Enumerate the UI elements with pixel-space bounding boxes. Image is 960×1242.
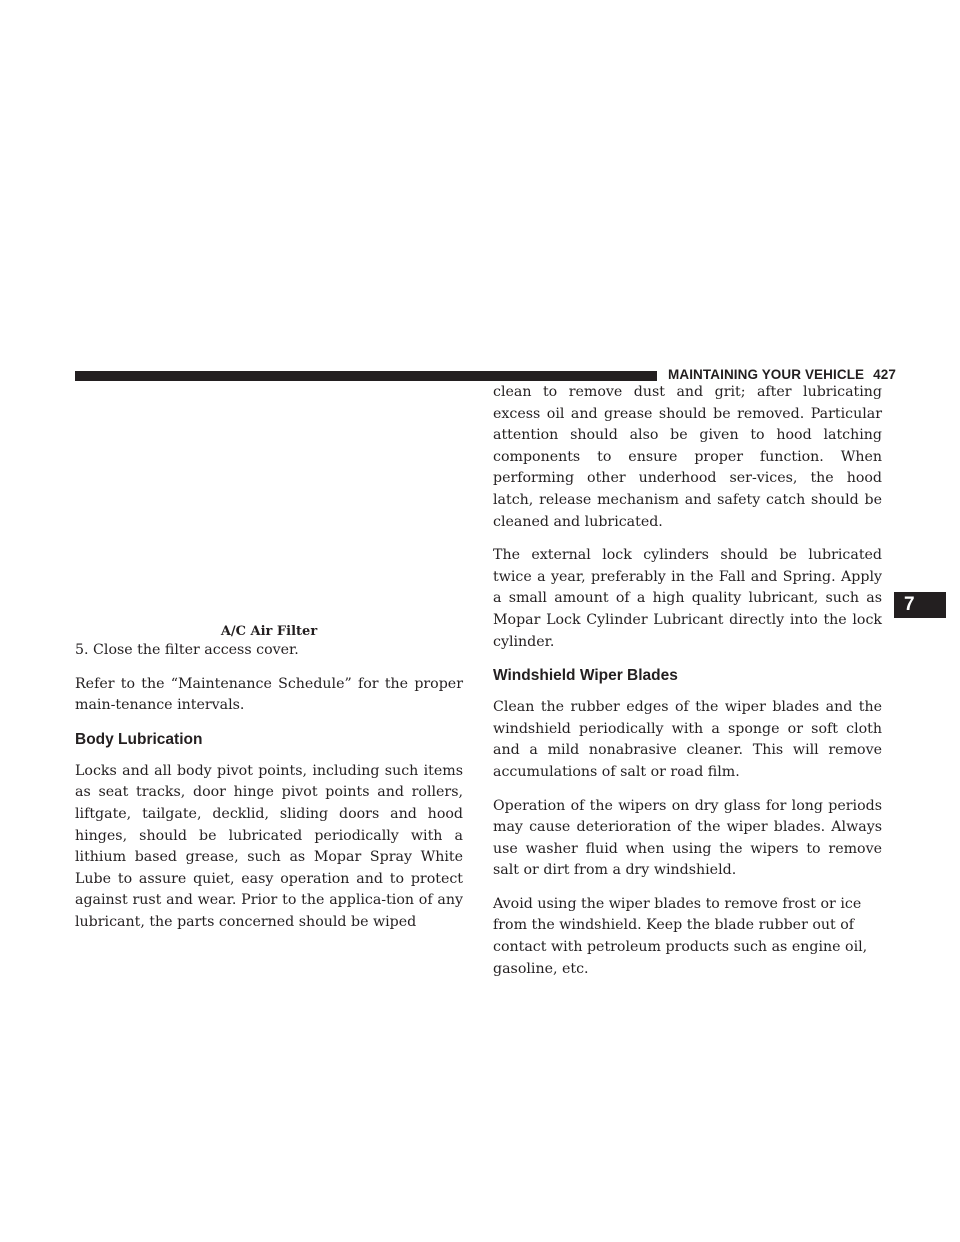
right-column [493, 382, 882, 992]
lock-cylinders-paragraph: The external lock cylinders should be lubricated twice a year, preferably in the Fall and Spring. Apply a small amount of a high quality lubricant, such as Mopar Lock Cylinder Lubricant directly into the lock cylinder. [493, 547, 882, 650]
wiper-paragraph-3: Avoid using the wiper blades to remove frost or ice from the windshield. Keep the blade rubber out of contact with petroleum products such as engine oil, gasoline, etc. [493, 895, 868, 977]
body-lubrication-heading: Body Lubrication [75, 730, 203, 748]
left-column [75, 622, 463, 946]
figure-caption: A/C Air Filter [220, 624, 318, 639]
body-lubrication-paragraph: Locks and all body pivot points, including such items as seat tracks, door hinge pivot points and rollers, liftgate, tailgate, decklid, sliding doors and hood hinges, should be lubricated periodically with a lithium based grease, such as Mopar Spray White Lube to assure quiet, easy operation and to protect against rust and wear. Prior to the applica-tion of any lubricant, the parts concerned should be wiped [75, 762, 463, 930]
step-5: 5. Close the filter access cover. [75, 642, 299, 658]
continued-paragraph: clean to remove dust and grit; after lubricating excess oil and grease should be removed. Particular attention should also be given to hood latching components to ensure proper function. When performing other underhood ser-vices, the hood latch, release mechanism and safety catch should be cleaned and lubricated. [493, 384, 882, 530]
refer-paragraph: Refer to the “Maintenance Schedule” for the proper main-tenance intervals. [75, 675, 463, 714]
wiper-paragraph-1: Clean the rubber edges of the wiper blades and the windshield periodically with a sponge or soft cloth and a mild nonabrasive cleaner. This will remove accumulations of salt or road film. [493, 699, 882, 780]
wiper-blades-heading: Windshield Wiper Blades [493, 667, 678, 685]
chapter-tab: 7 [894, 592, 946, 618]
running-header [668, 367, 896, 382]
wiper-paragraph-2: Operation of the wipers on dry glass for long periods may cause deterioration of the wiper blades. Always use washer fluid when using the wipers to remove salt or dirt from a dry windshield. [493, 797, 882, 879]
header-rule [75, 371, 657, 381]
section-title: MAINTAINING YOUR VEHICLE [668, 367, 865, 382]
page-number: 427 [873, 367, 896, 382]
